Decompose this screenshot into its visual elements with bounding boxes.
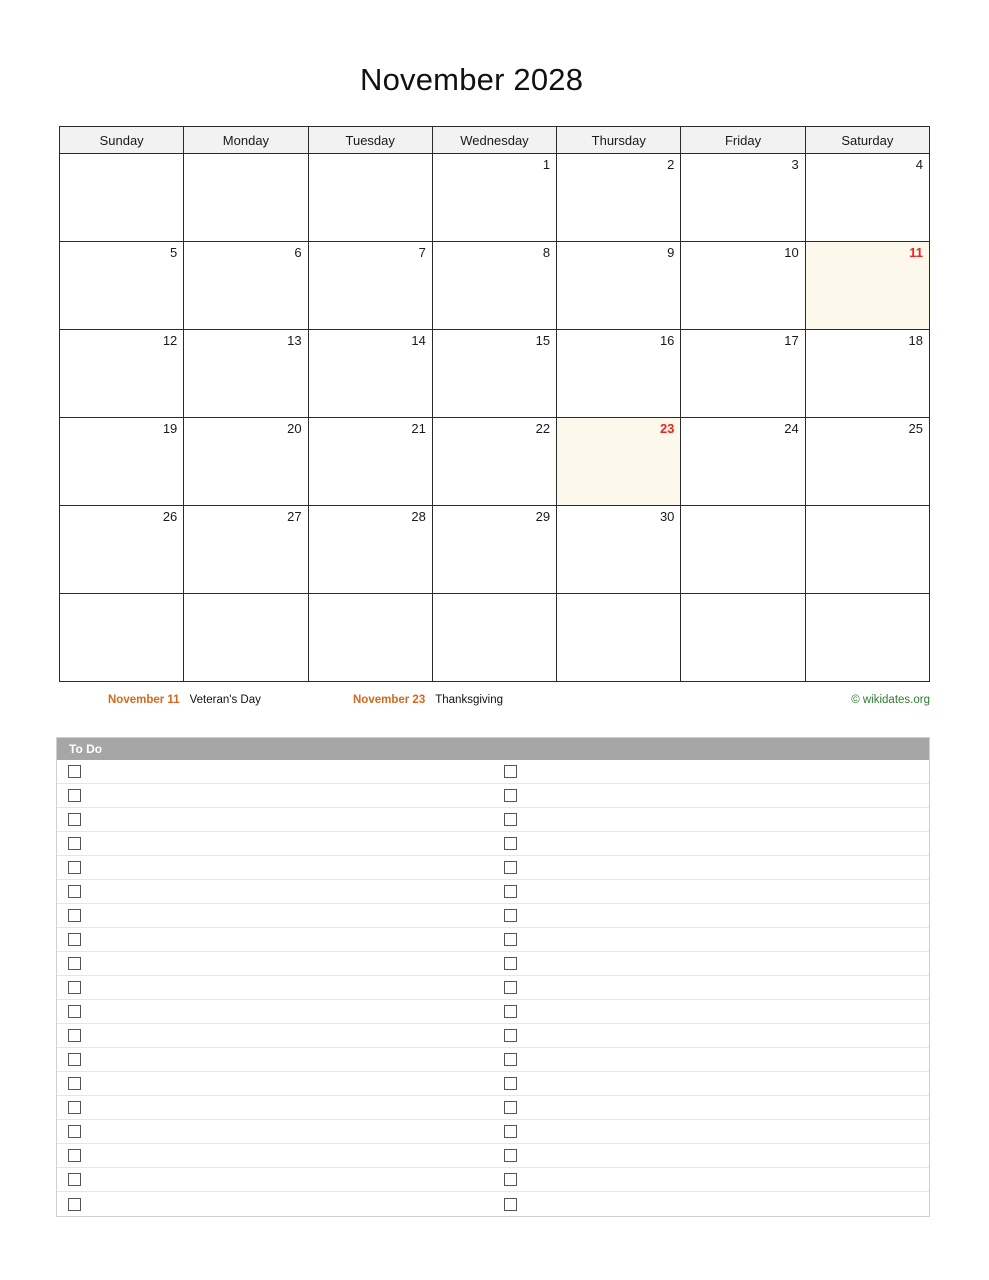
todo-cell[interactable] [493, 856, 929, 879]
checkbox-icon[interactable] [504, 1173, 517, 1186]
todo-row [57, 808, 929, 832]
month-calendar [59, 126, 930, 682]
todo-cell[interactable] [57, 808, 493, 831]
todo-cell[interactable] [493, 808, 929, 831]
day-cell[interactable] [60, 242, 184, 330]
todo-cell[interactable] [493, 1096, 929, 1119]
day-cell[interactable] [60, 154, 184, 242]
todo-cell[interactable] [57, 928, 493, 951]
todo-row [57, 1192, 929, 1216]
day-cell[interactable] [308, 154, 432, 242]
day-number [557, 594, 680, 598]
calendar-week-row [60, 506, 930, 594]
day-number: 16 [659, 333, 675, 348]
day-number: 9 [667, 245, 675, 260]
checkbox-icon[interactable] [504, 837, 517, 850]
weekday-header-wednesday: Wednesday [432, 127, 556, 154]
day-number: 11 [909, 245, 923, 260]
day-cell[interactable] [432, 242, 556, 330]
day-number: 30 [659, 509, 675, 524]
holiday-legend [59, 694, 930, 714]
day-cell[interactable] [805, 506, 929, 594]
todo-cell[interactable] [493, 1072, 929, 1095]
todo-cell[interactable] [57, 1072, 493, 1095]
todo-cell[interactable] [57, 760, 493, 783]
todo-list [57, 760, 929, 1216]
day-cell[interactable] [308, 242, 432, 330]
day-number: 5 [170, 245, 178, 260]
day-cell[interactable] [184, 594, 308, 682]
todo-cell[interactable] [493, 832, 929, 855]
todo-cell[interactable] [57, 880, 493, 903]
checkbox-icon[interactable] [68, 765, 81, 778]
todo-cell[interactable] [57, 1120, 493, 1143]
checkbox-icon[interactable] [504, 765, 517, 778]
todo-row [57, 880, 929, 904]
day-number: 2 [667, 157, 675, 172]
day-cell[interactable] [557, 242, 681, 330]
day-number: 22 [535, 421, 551, 436]
day-cell[interactable] [681, 506, 805, 594]
day-number: 7 [418, 245, 426, 260]
day-cell[interactable] [60, 330, 184, 418]
day-cell[interactable] [681, 330, 805, 418]
checkbox-icon[interactable] [504, 933, 517, 946]
day-number: 18 [908, 333, 923, 348]
copyright-credit: © wikidates.org [851, 694, 930, 706]
day-cell[interactable] [308, 418, 432, 506]
day-cell[interactable] [805, 154, 929, 242]
checkbox-icon[interactable] [68, 837, 81, 850]
day-cell[interactable] [60, 594, 184, 682]
todo-cell[interactable] [493, 1120, 929, 1143]
checkbox-icon[interactable] [68, 1198, 81, 1211]
checkbox-icon[interactable] [68, 1125, 81, 1138]
day-cell[interactable] [432, 154, 556, 242]
checkbox-icon[interactable] [68, 1029, 81, 1042]
todo-cell[interactable] [57, 1096, 493, 1119]
day-number: 23 [659, 421, 675, 436]
checkbox-icon[interactable] [504, 789, 517, 802]
day-number: 10 [784, 245, 799, 260]
todo-cell[interactable] [57, 1168, 493, 1191]
todo-row [57, 1072, 929, 1096]
day-number [309, 594, 432, 598]
day-number: 12 [162, 333, 178, 348]
todo-cell[interactable] [493, 928, 929, 951]
checkbox-icon[interactable] [68, 789, 81, 802]
todo-row [57, 1096, 929, 1120]
todo-cell[interactable] [57, 832, 493, 855]
todo-cell[interactable] [493, 1192, 929, 1216]
checkbox-icon[interactable] [504, 909, 517, 922]
day-number: 14 [411, 333, 426, 348]
day-number [184, 154, 307, 158]
checkbox-icon[interactable] [504, 1101, 517, 1114]
todo-cell[interactable] [57, 856, 493, 879]
day-number: 21 [411, 421, 426, 436]
todo-row [57, 784, 929, 808]
day-cell[interactable] [60, 418, 184, 506]
todo-row [57, 832, 929, 856]
checkbox-icon[interactable] [68, 1077, 81, 1090]
day-number [309, 154, 432, 158]
todo-row [57, 1120, 929, 1144]
todo-cell[interactable] [57, 784, 493, 807]
day-cell[interactable] [557, 330, 681, 418]
checkbox-icon[interactable] [504, 861, 517, 874]
day-cell[interactable] [681, 242, 805, 330]
checkbox-icon[interactable] [68, 981, 81, 994]
todo-cell[interactable] [57, 976, 493, 999]
legend-date: November 11 [108, 694, 180, 706]
day-cell[interactable] [184, 330, 308, 418]
todo-row [57, 1144, 929, 1168]
day-cell[interactable] [184, 506, 308, 594]
todo-cell[interactable] [57, 1000, 493, 1023]
weekday-header-friday: Friday [681, 127, 805, 154]
day-number: 29 [535, 509, 551, 524]
day-cell[interactable] [557, 506, 681, 594]
weekday-header-tuesday: Tuesday [308, 127, 432, 154]
todo-cell[interactable] [57, 904, 493, 927]
day-cell[interactable] [184, 418, 308, 506]
todo-cell[interactable] [57, 1048, 493, 1071]
todo-cell[interactable] [57, 1144, 493, 1167]
weekday-header-saturday: Saturday [805, 127, 929, 154]
day-cell[interactable] [60, 506, 184, 594]
todo-cell[interactable] [493, 760, 929, 783]
todo-section [56, 737, 930, 1217]
checkbox-icon[interactable] [504, 1005, 517, 1018]
checkbox-icon[interactable] [68, 909, 81, 922]
checkbox-icon[interactable] [68, 861, 81, 874]
day-cell[interactable] [432, 594, 556, 682]
page-title: November 2028 [360, 62, 584, 97]
day-number [806, 506, 929, 510]
day-cell[interactable] [681, 594, 805, 682]
calendar-week-row [60, 242, 930, 330]
checkbox-icon[interactable] [504, 1077, 517, 1090]
day-cell-holiday[interactable] [805, 242, 929, 330]
day-cell[interactable] [432, 418, 556, 506]
day-cell[interactable] [308, 594, 432, 682]
checkbox-icon[interactable] [68, 1005, 81, 1018]
checkbox-icon[interactable] [68, 1149, 81, 1162]
day-number: 28 [411, 509, 426, 524]
checkbox-icon[interactable] [504, 1053, 517, 1066]
legend-name: Thanksgiving [435, 694, 503, 706]
todo-row [57, 760, 929, 784]
calendar-body [60, 154, 930, 682]
todo-cell[interactable] [493, 1048, 929, 1071]
day-number: 3 [791, 157, 799, 172]
todo-row [57, 1024, 929, 1048]
checkbox-icon[interactable] [68, 1101, 81, 1114]
weekday-header-sunday: Sunday [60, 127, 184, 154]
todo-row [57, 952, 929, 976]
todo-header: To Do [57, 738, 929, 760]
calendar-week-row [60, 418, 930, 506]
checkbox-icon[interactable] [504, 1029, 517, 1042]
checkbox-icon[interactable] [504, 885, 517, 898]
day-cell[interactable] [432, 506, 556, 594]
day-cell[interactable] [557, 154, 681, 242]
legend-item [108, 694, 261, 706]
checkbox-icon[interactable] [504, 981, 517, 994]
day-number: 26 [162, 509, 178, 524]
day-number: 17 [784, 333, 799, 348]
day-number: 27 [287, 509, 302, 524]
day-number [806, 594, 929, 598]
todo-cell[interactable] [493, 904, 929, 927]
todo-cell[interactable] [493, 880, 929, 903]
legend-item [353, 694, 503, 706]
todo-cell[interactable] [57, 1192, 493, 1216]
todo-cell[interactable] [493, 1168, 929, 1191]
day-number [681, 506, 804, 510]
todo-row [57, 928, 929, 952]
day-cell[interactable] [184, 154, 308, 242]
day-number: 25 [908, 421, 923, 436]
legend-date: November 23 [353, 694, 426, 706]
todo-row [57, 1168, 929, 1192]
day-number: 4 [915, 157, 923, 172]
todo-cell[interactable] [57, 1024, 493, 1047]
day-number: 1 [542, 157, 551, 172]
checkbox-icon[interactable] [504, 1198, 517, 1211]
day-number [433, 594, 556, 598]
weekday-header-row [60, 127, 930, 154]
checkbox-icon[interactable] [68, 813, 81, 826]
checkbox-icon[interactable] [68, 933, 81, 946]
checkbox-icon[interactable] [68, 1053, 81, 1066]
checkbox-icon[interactable] [68, 957, 81, 970]
day-number [681, 594, 804, 598]
day-number: 8 [542, 245, 551, 260]
checkbox-icon[interactable] [504, 813, 517, 826]
day-cell[interactable] [308, 506, 432, 594]
todo-row [57, 904, 929, 928]
todo-cell[interactable] [493, 952, 929, 975]
day-cell[interactable] [805, 418, 929, 506]
checkbox-icon[interactable] [68, 885, 81, 898]
day-cell[interactable] [805, 594, 929, 682]
day-number: 13 [287, 333, 302, 348]
weekday-header-monday: Monday [184, 127, 308, 154]
day-number: 15 [535, 333, 551, 348]
day-cell[interactable] [432, 330, 556, 418]
day-cell-holiday[interactable] [557, 418, 681, 506]
todo-row [57, 1048, 929, 1072]
checkbox-icon[interactable] [504, 1149, 517, 1162]
checkbox-icon[interactable] [68, 1173, 81, 1186]
todo-cell[interactable] [493, 1024, 929, 1047]
day-cell[interactable] [184, 242, 308, 330]
day-cell[interactable] [805, 330, 929, 418]
day-number: 24 [784, 421, 799, 436]
todo-row [57, 856, 929, 880]
day-number [184, 594, 307, 598]
day-cell[interactable] [308, 330, 432, 418]
todo-row [57, 1000, 929, 1024]
day-number [60, 594, 183, 598]
legend-name: Veteran's Day [189, 694, 261, 706]
weekday-header-thursday: Thursday [557, 127, 681, 154]
calendar-week-row [60, 594, 930, 682]
day-number [60, 154, 183, 158]
todo-cell[interactable] [493, 784, 929, 807]
day-number: 20 [287, 421, 302, 436]
todo-row [57, 976, 929, 1000]
checkbox-icon[interactable] [504, 1125, 517, 1138]
calendar-week-row [60, 330, 930, 418]
todo-cell[interactable] [57, 952, 493, 975]
day-cell[interactable] [557, 594, 681, 682]
todo-cell[interactable] [493, 1000, 929, 1023]
checkbox-icon[interactable] [504, 957, 517, 970]
todo-cell[interactable] [493, 976, 929, 999]
calendar-week-row [60, 154, 930, 242]
day-number: 6 [294, 245, 302, 260]
day-cell[interactable] [681, 418, 805, 506]
todo-cell[interactable] [493, 1144, 929, 1167]
day-number: 19 [162, 421, 178, 436]
day-cell[interactable] [681, 154, 805, 242]
